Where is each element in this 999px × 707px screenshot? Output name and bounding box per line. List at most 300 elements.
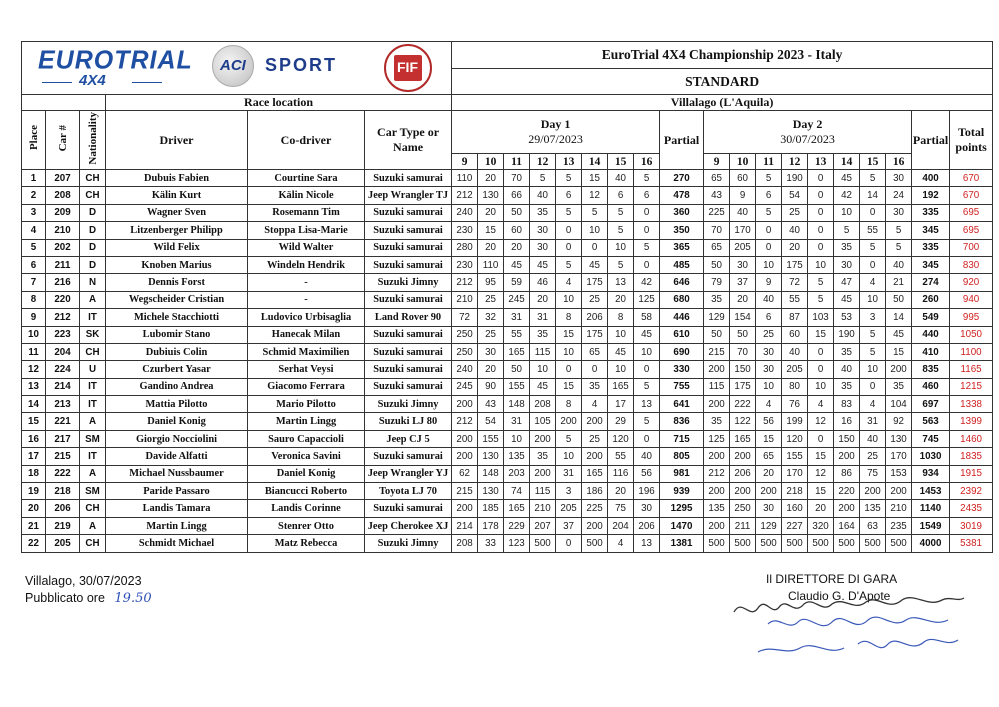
- cell-total: 670: [950, 187, 993, 204]
- cell-day2-score: 154: [730, 309, 756, 326]
- cell-codriver: Windeln Hendrik: [248, 256, 365, 273]
- cell-day2-score: 30: [756, 343, 782, 360]
- cell-day1-score: 6: [608, 187, 634, 204]
- cell-day2-score: 10: [756, 256, 782, 273]
- cell-nationality: IT: [80, 378, 106, 395]
- cell-day1-score: 148: [478, 465, 504, 482]
- cell-day2-score: 40: [860, 430, 886, 447]
- cell-place: 11: [22, 343, 46, 360]
- cell-nationality: SK: [80, 326, 106, 343]
- cell-day2-score: 15: [808, 326, 834, 343]
- cell-day1-score: 6: [634, 187, 660, 204]
- cell-partial-day1: 360: [660, 204, 704, 221]
- fif-federation-logo: FIF: [384, 44, 432, 92]
- cell-day2-score: 30: [886, 170, 912, 187]
- cell-day2-score: 50: [886, 291, 912, 308]
- cell-day1-score: 200: [452, 396, 478, 413]
- cell-total: 1215: [950, 378, 993, 395]
- cell-day1-score: 55: [608, 448, 634, 465]
- cell-partial-day2: 345: [912, 222, 950, 239]
- cell-day2-score: 3: [860, 309, 886, 326]
- cell-codriver: Matz Rebecca: [248, 535, 365, 552]
- cell-car-number: 216: [46, 274, 80, 291]
- cell-total: 695: [950, 222, 993, 239]
- cell-day2-score: 130: [886, 430, 912, 447]
- cell-day1-score: 10: [556, 448, 582, 465]
- cell-driver: Knoben Marius: [106, 256, 248, 273]
- cell-day2-score: 225: [704, 204, 730, 221]
- cell-day1-score: 74: [504, 483, 530, 500]
- cell-day2-score: 54: [782, 187, 808, 204]
- cell-day2-score: 20: [808, 500, 834, 517]
- cell-day1-score: 206: [634, 517, 660, 534]
- cell-day1-score: 186: [582, 483, 608, 500]
- cell-partial-day1: 1381: [660, 535, 704, 552]
- cell-day2-score: 4: [860, 396, 886, 413]
- cell-day1-score: 6: [556, 187, 582, 204]
- cell-day1-score: 40: [634, 448, 660, 465]
- cell-place: 19: [22, 483, 46, 500]
- cell-car-type: Suzuki samurai: [365, 343, 452, 360]
- cell-day2-score: 45: [834, 170, 860, 187]
- cell-day2-score: 103: [808, 309, 834, 326]
- cell-day1-score: 25: [478, 291, 504, 308]
- cell-total: 670: [950, 170, 993, 187]
- cell-partial-day1: 939: [660, 483, 704, 500]
- cell-partial-day2: 260: [912, 291, 950, 308]
- cell-day1-score: 200: [530, 430, 556, 447]
- cell-partial-day2: 410: [912, 343, 950, 360]
- cell-day2-score: 500: [834, 535, 860, 552]
- cell-day1-score: 5: [582, 204, 608, 221]
- cell-day1-score: 8: [556, 396, 582, 413]
- cell-day1-score: 12: [582, 187, 608, 204]
- cell-day1-score: 20: [530, 291, 556, 308]
- cell-day2-score: 30: [886, 204, 912, 221]
- cell-place: 10: [22, 326, 46, 343]
- cell-day1-score: 15: [582, 170, 608, 187]
- cell-day1-score: 0: [556, 222, 582, 239]
- cell-day2-score: 175: [730, 378, 756, 395]
- cell-day1-score: 58: [634, 309, 660, 326]
- cell-day2-score: 115: [704, 378, 730, 395]
- cell-day2-score: 50: [704, 256, 730, 273]
- cell-day1-score: 200: [582, 448, 608, 465]
- cell-day1-score: 15: [556, 326, 582, 343]
- cell-car-type: Jeep Wrangler TJ: [365, 187, 452, 204]
- cell-codriver: Stenrer Otto: [248, 517, 365, 534]
- cell-nationality: U: [80, 361, 106, 378]
- cell-car-number: 208: [46, 187, 80, 204]
- cell-place: 2: [22, 187, 46, 204]
- hole-header-day1: 15: [608, 154, 634, 170]
- cell-day1-score: 40: [608, 170, 634, 187]
- cell-day2-score: 40: [756, 291, 782, 308]
- cell-day1-score: 35: [530, 326, 556, 343]
- cell-car-type: Suzuki samurai: [365, 239, 452, 256]
- published-label: Pubblicato ore: [25, 591, 105, 605]
- cell-car-type: Toyota LJ 70: [365, 483, 452, 500]
- cell-day2-score: 65: [704, 170, 730, 187]
- cell-car-number: 220: [46, 291, 80, 308]
- cell-place: 3: [22, 204, 46, 221]
- cell-day2-score: 155: [782, 448, 808, 465]
- cell-partial-day1: 836: [660, 413, 704, 430]
- cell-day1-score: 500: [530, 535, 556, 552]
- cell-place: 8: [22, 291, 46, 308]
- cell-total: 695: [950, 204, 993, 221]
- cell-day2-score: 35: [834, 378, 860, 395]
- table-row: [22, 535, 993, 552]
- col-partial-day1: Partial: [660, 111, 704, 170]
- cell-total: 1399: [950, 413, 993, 430]
- cell-partial-day1: 981: [660, 465, 704, 482]
- cell-car-type: Suzuki samurai: [365, 378, 452, 395]
- cell-day2-score: 55: [782, 291, 808, 308]
- cell-day2-score: 20: [730, 291, 756, 308]
- day2-header: [704, 111, 912, 154]
- cell-total: 920: [950, 274, 993, 291]
- cell-partial-day1: 330: [660, 361, 704, 378]
- cell-driver: Wegscheider Cristian: [106, 291, 248, 308]
- cell-nationality: IT: [80, 309, 106, 326]
- hole-header-day1: 9: [452, 154, 478, 170]
- director-title: Il DIRETTORE DI GARA: [766, 572, 898, 586]
- cell-partial-day1: 610: [660, 326, 704, 343]
- cell-day2-score: 500: [886, 535, 912, 552]
- cell-day2-score: 0: [808, 204, 834, 221]
- cell-day2-score: 0: [808, 187, 834, 204]
- cell-day1-score: 20: [478, 239, 504, 256]
- cell-day2-score: 40: [834, 361, 860, 378]
- cell-day1-score: 0: [556, 239, 582, 256]
- cell-day1-score: 200: [582, 413, 608, 430]
- cell-day1-score: 3: [556, 483, 582, 500]
- cell-car-type: Suzuki samurai: [365, 291, 452, 308]
- cell-day1-score: 59: [504, 274, 530, 291]
- cell-car-number: 218: [46, 483, 80, 500]
- cell-partial-day1: 641: [660, 396, 704, 413]
- cell-car-number: 222: [46, 465, 80, 482]
- col-partial-day2: Partial: [912, 111, 950, 170]
- championship-title: EuroTrial 4X4 Championship 2023 - Italy: [452, 42, 993, 69]
- cell-day1-score: 250: [452, 343, 478, 360]
- race-location-label: Race location: [106, 95, 452, 111]
- cell-car-number: 212: [46, 309, 80, 326]
- cell-day2-score: 5: [860, 170, 886, 187]
- cell-day1-score: 10: [530, 361, 556, 378]
- cell-day1-score: 0: [634, 361, 660, 378]
- cell-day2-score: 170: [730, 222, 756, 239]
- cell-car-type: Suzuki samurai: [365, 204, 452, 221]
- cell-day2-score: 20: [756, 465, 782, 482]
- cell-nationality: IT: [80, 396, 106, 413]
- cell-day1-score: 212: [452, 413, 478, 430]
- cell-day1-score: 66: [504, 187, 530, 204]
- cell-partial-day2: 400: [912, 170, 950, 187]
- race-location-value: Villalago (L'Aquila): [452, 95, 993, 111]
- cell-day1-score: 203: [504, 465, 530, 482]
- cell-nationality: A: [80, 291, 106, 308]
- cell-day1-score: 130: [478, 448, 504, 465]
- cell-partial-day1: 1470: [660, 517, 704, 534]
- cell-day2-score: 0: [808, 239, 834, 256]
- cell-day1-score: 500: [582, 535, 608, 552]
- cell-day1-score: 208: [530, 396, 556, 413]
- cell-day2-score: 0: [756, 222, 782, 239]
- cell-total: 700: [950, 239, 993, 256]
- logo-area: [22, 42, 452, 95]
- cell-codriver: Schmid Maximilien: [248, 343, 365, 360]
- cell-day1-score: 123: [504, 535, 530, 552]
- cell-codriver: Hanecak Milan: [248, 326, 365, 343]
- cell-day2-score: 5: [860, 326, 886, 343]
- cell-day2-score: 10: [808, 378, 834, 395]
- cell-day1-score: 5: [608, 222, 634, 239]
- cell-day1-score: 200: [452, 500, 478, 517]
- cell-day1-score: 15: [556, 378, 582, 395]
- cell-driver: Litzenberger Philipp: [106, 222, 248, 239]
- cell-car-type: Suzuki Jimny: [365, 274, 452, 291]
- cell-car-number: 204: [46, 343, 80, 360]
- cell-day1-score: 30: [634, 500, 660, 517]
- cell-day1-score: 20: [478, 170, 504, 187]
- cell-day1-score: 43: [478, 396, 504, 413]
- cell-day1-score: 10: [608, 326, 634, 343]
- hole-header-day2: 9: [704, 154, 730, 170]
- cell-day1-score: 75: [608, 500, 634, 517]
- cell-partial-day2: 1030: [912, 448, 950, 465]
- published-line: [25, 590, 152, 607]
- cell-day2-score: 222: [730, 396, 756, 413]
- cell-day1-score: 120: [608, 430, 634, 447]
- cell-driver: Czurbert Yasar: [106, 361, 248, 378]
- cell-day2-score: 15: [808, 448, 834, 465]
- cell-day1-score: 4: [556, 274, 582, 291]
- cell-day2-score: 190: [834, 326, 860, 343]
- cell-day1-score: 10: [634, 343, 660, 360]
- cell-codriver: Wild Walter: [248, 239, 365, 256]
- cell-day1-score: 230: [452, 256, 478, 273]
- cell-place: 16: [22, 430, 46, 447]
- cell-day2-score: 9: [730, 187, 756, 204]
- cell-day1-score: 116: [608, 465, 634, 482]
- cell-place: 9: [22, 309, 46, 326]
- cell-day1-score: 29: [608, 413, 634, 430]
- cell-day1-score: 25: [478, 326, 504, 343]
- cell-day2-score: 150: [730, 361, 756, 378]
- cell-day2-score: 10: [808, 256, 834, 273]
- cell-day1-score: 13: [634, 396, 660, 413]
- table-row: [22, 239, 993, 256]
- cell-nationality: D: [80, 239, 106, 256]
- cell-day2-score: 9: [756, 274, 782, 291]
- table-row: [22, 361, 993, 378]
- cell-day2-score: 170: [782, 465, 808, 482]
- cell-day2-score: 35: [834, 239, 860, 256]
- hole-header-day1: 12: [530, 154, 556, 170]
- cell-day1-score: 31: [504, 413, 530, 430]
- cell-day2-score: 5: [860, 239, 886, 256]
- cell-day2-score: 4: [808, 396, 834, 413]
- cell-day1-score: 54: [478, 413, 504, 430]
- cell-partial-day1: 690: [660, 343, 704, 360]
- cell-partial-day1: 446: [660, 309, 704, 326]
- cell-day2-score: 25: [860, 448, 886, 465]
- cell-driver: Paride Passaro: [106, 483, 248, 500]
- cell-day2-score: 70: [704, 222, 730, 239]
- cell-day2-score: 6: [756, 187, 782, 204]
- cell-day2-score: 0: [860, 204, 886, 221]
- cell-day2-score: 200: [886, 483, 912, 500]
- cell-partial-day2: 1549: [912, 517, 950, 534]
- cell-day1-score: 25: [582, 430, 608, 447]
- cell-day1-score: 250: [452, 326, 478, 343]
- table-row: [22, 291, 993, 308]
- cell-nationality: A: [80, 413, 106, 430]
- cell-day1-score: 13: [634, 535, 660, 552]
- hole-header-day2: 15: [860, 154, 886, 170]
- cell-codriver: -: [248, 291, 365, 308]
- cell-codriver: Daniel Konig: [248, 465, 365, 482]
- cell-day1-score: 17: [608, 396, 634, 413]
- cell-day2-score: 175: [782, 256, 808, 273]
- table-row: [22, 256, 993, 273]
- cell-day2-score: 30: [756, 361, 782, 378]
- day2-label: Day 2: [792, 117, 823, 131]
- cell-car-type: Jeep Wrangler YJ: [365, 465, 452, 482]
- cell-codriver: Kälin Nicole: [248, 187, 365, 204]
- cell-day1-score: 135: [504, 448, 530, 465]
- cell-day2-score: 55: [860, 222, 886, 239]
- cell-driver: Lubomir Stano: [106, 326, 248, 343]
- cell-day1-score: 35: [582, 378, 608, 395]
- cell-partial-day2: 1453: [912, 483, 950, 500]
- col-total: Total points: [950, 111, 993, 170]
- cell-day2-score: 40: [886, 256, 912, 273]
- cell-day2-score: 200: [834, 448, 860, 465]
- cell-codriver: Veronica Savini: [248, 448, 365, 465]
- cell-day2-score: 40: [782, 343, 808, 360]
- handwritten-signatures: [728, 590, 968, 670]
- cell-day1-score: 200: [530, 465, 556, 482]
- cell-codriver: Sauro Capaccioli: [248, 430, 365, 447]
- cell-car-number: 214: [46, 378, 80, 395]
- cell-day2-score: 45: [886, 326, 912, 343]
- cell-day2-score: 86: [834, 465, 860, 482]
- cell-day1-score: 175: [582, 274, 608, 291]
- cell-day1-score: 5: [634, 170, 660, 187]
- cell-day2-score: 210: [886, 500, 912, 517]
- cell-day2-score: 25: [782, 204, 808, 221]
- cell-day1-score: 165: [582, 465, 608, 482]
- cell-day2-score: 35: [886, 378, 912, 395]
- hole-header-day2: 16: [886, 154, 912, 170]
- cell-day1-score: 210: [530, 500, 556, 517]
- cell-codriver: -: [248, 274, 365, 291]
- cell-day2-score: 200: [860, 483, 886, 500]
- cell-day1-score: 35: [530, 448, 556, 465]
- cell-day2-score: 4: [756, 396, 782, 413]
- cell-day1-score: 0: [556, 361, 582, 378]
- cell-day1-score: 200: [582, 517, 608, 534]
- cell-day2-score: 5: [808, 291, 834, 308]
- cell-car-type: Suzuki Jimny: [365, 396, 452, 413]
- cell-day2-score: 164: [834, 517, 860, 534]
- cell-day1-score: 8: [608, 309, 634, 326]
- cell-day2-score: 43: [704, 187, 730, 204]
- table-row: [22, 517, 993, 534]
- cell-day1-score: 165: [608, 378, 634, 395]
- table-row: [22, 274, 993, 291]
- hole-header-day1: 11: [504, 154, 530, 170]
- cell-car-type: Jeep CJ 5: [365, 430, 452, 447]
- cell-car-number: 224: [46, 361, 80, 378]
- cell-codriver: Giacomo Ferrara: [248, 378, 365, 395]
- cell-place: 1: [22, 170, 46, 187]
- cell-nationality: CH: [80, 343, 106, 360]
- cell-day1-score: 178: [478, 517, 504, 534]
- cell-day1-score: 212: [452, 187, 478, 204]
- cell-day1-score: 200: [452, 430, 478, 447]
- cell-day2-score: 0: [860, 256, 886, 273]
- cell-day2-score: 218: [782, 483, 808, 500]
- cell-day2-score: 205: [782, 361, 808, 378]
- cell-day2-score: 0: [756, 239, 782, 256]
- hole-header-day2: 13: [808, 154, 834, 170]
- cell-day2-score: 135: [860, 500, 886, 517]
- cell-day1-score: 0: [582, 361, 608, 378]
- table-row: [22, 326, 993, 343]
- cell-nationality: A: [80, 465, 106, 482]
- cell-driver: Giorgio Nocciolini: [106, 430, 248, 447]
- cell-total: 2435: [950, 500, 993, 517]
- cell-partial-day1: 270: [660, 170, 704, 187]
- cell-day1-score: 65: [582, 343, 608, 360]
- cell-driver: Kälin Kurt: [106, 187, 248, 204]
- cell-partial-day2: 934: [912, 465, 950, 482]
- cell-day1-score: 30: [478, 343, 504, 360]
- table-row: [22, 465, 993, 482]
- cell-driver: Michael Nussbaumer: [106, 465, 248, 482]
- cell-day2-score: 200: [704, 448, 730, 465]
- cell-day1-score: 5: [608, 204, 634, 221]
- cell-day1-score: 60: [504, 222, 530, 239]
- cell-day1-score: 125: [634, 291, 660, 308]
- results-table: [21, 41, 993, 553]
- cell-place: 14: [22, 396, 46, 413]
- cell-day2-score: 160: [782, 500, 808, 517]
- cell-day2-score: 135: [704, 500, 730, 517]
- cell-day1-score: 0: [634, 222, 660, 239]
- cell-day1-score: 70: [504, 170, 530, 187]
- cell-day2-score: 79: [704, 274, 730, 291]
- cell-day1-score: 37: [556, 517, 582, 534]
- hole-header-day1: 10: [478, 154, 504, 170]
- cell-day1-score: 25: [582, 291, 608, 308]
- cell-place: 4: [22, 222, 46, 239]
- hole-header-day2: 12: [782, 154, 808, 170]
- cell-day2-score: 215: [704, 343, 730, 360]
- cell-day2-score: 170: [886, 448, 912, 465]
- cell-day1-score: 165: [504, 343, 530, 360]
- table-row: [22, 500, 993, 517]
- cell-day1-score: 208: [452, 535, 478, 552]
- hole-header-day1: 16: [634, 154, 660, 170]
- cell-codriver: Courtine Sara: [248, 170, 365, 187]
- cell-day1-score: 10: [556, 291, 582, 308]
- cell-day2-score: 25: [756, 326, 782, 343]
